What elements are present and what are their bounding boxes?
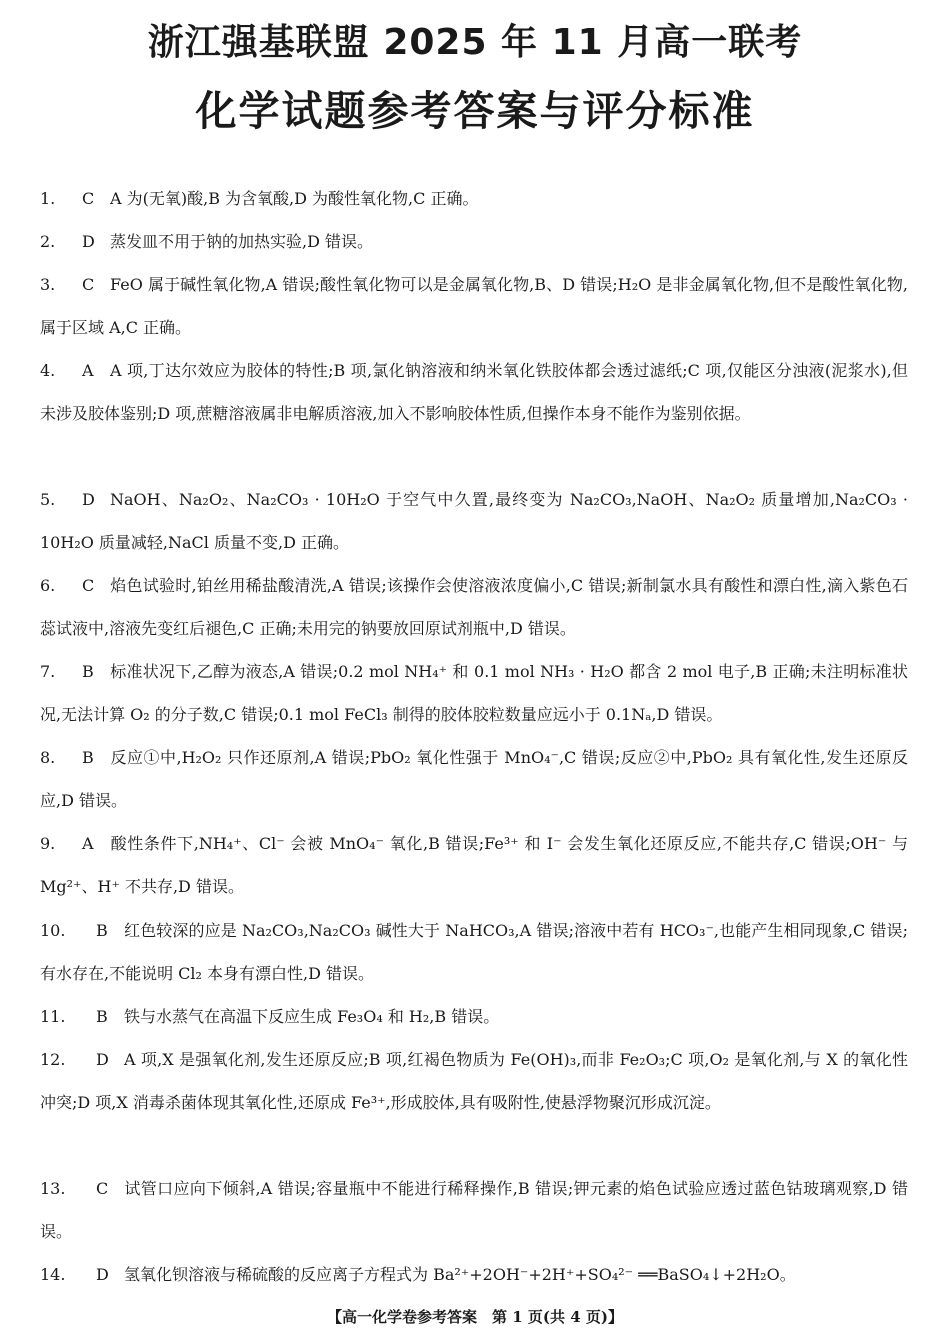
item-number: 8. xyxy=(40,748,56,767)
item-explanation: 试管口应向下倾斜,A 错误;容量瓶中不能进行稀释操作,B 错误;钾元素的焰色试验应透过蓝色钴玻璃观察,D 错误。 xyxy=(40,1179,908,1241)
item-answer: B xyxy=(96,1007,108,1026)
item-number: 3. xyxy=(40,275,56,294)
answer-item-14 xyxy=(40,1253,908,1296)
item-number: 1. xyxy=(40,189,56,208)
item-explanation: 红色较深的应是 Na₂CO₃,Na₂CO₃ 碱性大于 NaHCO₃,A 错误;溶液中若有 HCO₃⁻,也能产生相同现象,C 错误;有水存在,不能说明 Cl₂ 本身有漂白性,D 错误。 xyxy=(40,921,908,983)
item-number: 14. xyxy=(40,1265,66,1284)
item-number: 13. xyxy=(40,1179,66,1198)
item-explanation: 铁与水蒸气在高温下反应生成 Fe₃O₄ 和 H₂,B 错误。 xyxy=(124,1007,500,1026)
page-footer: 【高一化学卷参考答案 第 1 页(共 4 页)】 xyxy=(327,1308,623,1326)
item-explanation: 酸性条件下,NH₄⁺、Cl⁻ 会被 MnO₄⁻ 氧化,B 错误;Fe³⁺ 和 I⁻ 会发生氧化还原反应,不能共存,C 错误;OH⁻ 与 Mg²⁺、H⁺ 不共存,D 错误。 xyxy=(40,834,908,896)
item-explanation: 焰色试验时,铂丝用稀盐酸清洗,A 错误;该操作会使溶液浓度偏小,C 错误;新制氯水具有酸性和漂白性,滴入紫色石蕊试液中,溶液先变红后褪色,C 正确;未用完的钠要放回原试剂瓶中,D 错误。 xyxy=(40,576,908,638)
item-answer: B xyxy=(82,748,94,767)
item-number: 4. xyxy=(40,361,56,380)
item-explanation: A 项,X 是强氧化剂,发生还原反应;B 项,红褐色物质为 Fe(OH)₃,而非 Fe₂O₃;C 项,O₂ 是氧化剂,与 X 的氧化性冲突;D 项,X 消毒杀菌体现其氧化性,还原成 Fe³⁺,形成胶体,具有吸附性,使悬浮物聚沉形成沉淀。 xyxy=(40,1050,908,1112)
answer-item-11 xyxy=(40,995,908,1038)
item-explanation: 氢氧化钡溶液与稀硫酸的反应离子方程式为 Ba²⁺+2OH⁻+2H⁺+SO₄²⁻ ══BaSO₄↓+2H₂O。 xyxy=(124,1265,796,1284)
answer-item-3 xyxy=(40,263,908,349)
item-number: 10. xyxy=(40,921,66,940)
item-explanation: 反应①中,H₂O₂ 只作还原剂,A 错误;PbO₂ 氧化性强于 MnO₄⁻,C 错误;反应②中,PbO₂ 具有氧化性,发生还原反应,D 错误。 xyxy=(40,748,908,810)
answer-item-12 xyxy=(40,1038,908,1124)
item-number: 12. xyxy=(40,1050,66,1069)
item-answer: D xyxy=(96,1265,109,1284)
item-answer: A xyxy=(82,834,94,853)
item-answer: A xyxy=(82,361,94,380)
item-answer: D xyxy=(82,490,95,509)
answer-item-9 xyxy=(40,822,908,908)
exam-subtitle: 化学试题参考答案与评分标准 xyxy=(195,87,755,135)
answer-item-10 xyxy=(40,909,908,995)
answer-item-4 xyxy=(40,349,908,435)
item-number: 6. xyxy=(40,576,56,595)
answer-item-1 xyxy=(40,177,908,220)
answer-item-7 xyxy=(40,650,908,736)
answer-item-13 xyxy=(40,1167,908,1253)
item-answer: B xyxy=(96,921,108,940)
item-answer: D xyxy=(96,1050,109,1069)
exam-title: 浙江强基联盟 2025 年 11 月高一联考 xyxy=(147,22,803,63)
answer-item-2 xyxy=(40,220,908,263)
item-answer: D xyxy=(82,232,95,251)
item-number: 7. xyxy=(40,662,56,681)
item-explanation: 蒸发皿不用于钠的加热实验,D 错误。 xyxy=(110,232,374,251)
item-explanation: 标准状况下,乙醇为液态,A 错误;0.2 mol NH₄⁺ 和 0.1 mol NH₃ · H₂O 都含 2 mol 电子,B 正确;未注明标准状况,无法计算 O₂ 的分子数,C 错误;0.1 mol FeCl₃ 制得的胶体胶粒数量应远小于 0.1Nₐ,D 错误。 xyxy=(40,662,908,724)
item-explanation: NaOH、Na₂O₂、Na₂CO₃ · 10H₂O 于空气中久置,最终变为 Na₂CO₃,NaOH、Na₂O₂ 质量增加,Na₂CO₃ · 10H₂O 质量减轻,NaCl 质量不变,D 正确。 xyxy=(40,490,908,552)
answer-item-6 xyxy=(40,564,908,650)
item-number: 2. xyxy=(40,232,56,251)
item-answer: C xyxy=(82,576,95,595)
item-explanation: A 为(无氧)酸,B 为含氧酸,D 为酸性氧化物,C 正确。 xyxy=(110,189,479,208)
answer-item-5 xyxy=(40,478,908,564)
answer-item-8 xyxy=(40,736,908,822)
item-answer: C xyxy=(96,1179,109,1198)
item-answer: B xyxy=(82,662,94,681)
item-answer: C xyxy=(82,189,95,208)
item-explanation: A 项,丁达尔效应为胶体的特性;B 项,氯化钠溶液和纳米氧化铁胶体都会透过滤纸;C 项,仅能区分浊液(泥浆水),但未涉及胶体鉴别;D 项,蔗糖溶液属非电解质溶液,加入不影响胶体性质,但操作本身不能作为鉴别依据。 xyxy=(40,361,908,423)
item-answer: C xyxy=(82,275,95,294)
item-number: 9. xyxy=(40,834,56,853)
item-number: 11. xyxy=(40,1007,66,1026)
item-number: 5. xyxy=(40,490,56,509)
item-explanation: FeO 属于碱性氧化物,A 错误;酸性氧化物可以是金属氧化物,B、D 错误;H₂O 是非金属氧化物,但不是酸性氧化物,属于区域 A,C 正确。 xyxy=(40,275,908,337)
